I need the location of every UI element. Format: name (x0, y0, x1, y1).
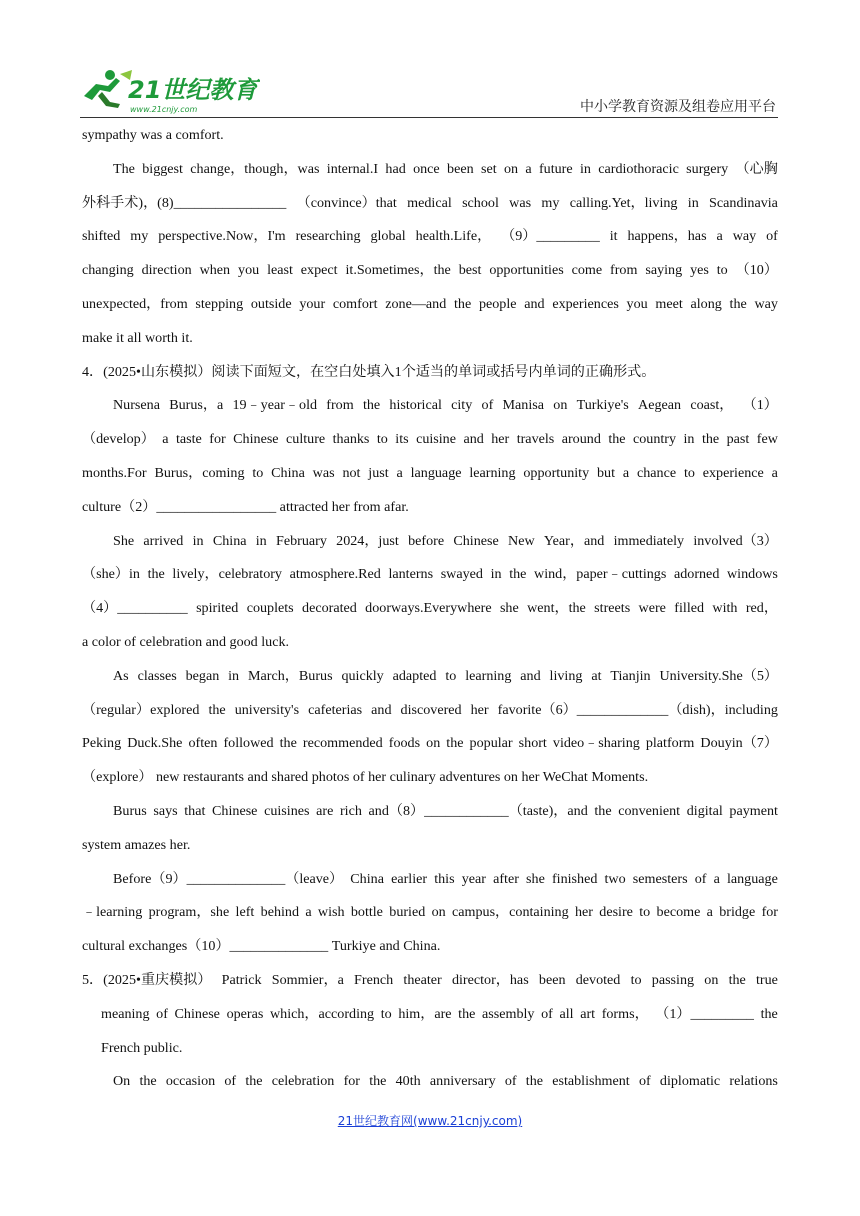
logo-url: www.21cnjy.com (130, 105, 198, 114)
platform-title: 中小学教育资源及组卷应用平台 (580, 99, 776, 115)
text-line: a color of celebration and good luck. (82, 633, 290, 650)
document-body (82, 119, 778, 1099)
page-footer (0, 1112, 860, 1129)
text-line: 4．(2025•山东模拟）阅读下面短文，在空白处填入1个适当的单词或括号内单词的正确形式。 (82, 363, 656, 380)
text-line: （develop） a taste for Chinese culture thanks to its cuisine and her travels around the country in the past few (82, 431, 778, 448)
text-line: Before（9）______________（leave） China earlier this year after she finished two semesters of a language (113, 870, 778, 887)
footer-link[interactable]: 21世纪教育网(www.21cnjy.com) (337, 1114, 523, 1128)
text-line: Peking Duck.She often followed the recommended foods on the popular short video﹣sharing platform Douyin（7） (82, 735, 778, 752)
text-line: changing direction when you least expect it.Sometimes，the best opportunities come from saying yes to （10） (82, 262, 778, 279)
runner-logo-icon (80, 66, 260, 116)
text-line: sympathy was a comfort. (82, 127, 224, 143)
site-logo[interactable] (80, 66, 260, 116)
text-line: The biggest change，though，was internal.I had once been set on a future in cardiothoracic surgery （心胸 (113, 160, 778, 177)
text-line: ﹣learning program，she left behind a wish bottle buried on campus，containing her desire to become a bridge for (82, 904, 778, 921)
text-line: culture（2）_________________ attracted her from afar. (82, 498, 409, 515)
text-line: 外科手术)，(8)________________ （convince）that medical school was my calling.Yet，living in Scandinavia (82, 194, 778, 211)
text-line: meaning of Chinese operas which，according to him，are the assembly of all art forms， （1）_________ the (101, 1005, 778, 1022)
text-line: On the occasion of the celebration for the 40th anniversary of the establishment of diplomatic relations (113, 1073, 778, 1090)
text-line: （4）__________ spirited couplets decorated doorways.Everywhere she went，the streets were filled with red， (82, 600, 778, 617)
text-line: months.For Burus，coming to China was not just a language learning opportunity but a chance to experience a (82, 464, 778, 481)
text-line: （regular）explored the university's cafeterias and discovered her favorite（6）_____________（dish)，including (82, 701, 778, 718)
text-line: She arrived in China in February 2024，just before Chinese New Year，and immediately involved（3） (113, 532, 778, 549)
text-line: system amazes her. (82, 836, 191, 853)
text-line: As classes began in March，Burus quickly adapted to learning and living at Tianjin University.She（5） (113, 667, 778, 684)
text-line: unexpected，from stepping outside your comfort zone—and the people and experiences you meet along the way (82, 295, 778, 312)
text-line: Burus says that Chinese cuisines are rich and（8）____________（taste)，and the convenient digital payment (113, 802, 778, 819)
text-line: cultural exchanges（10）______________ Turkiye and China. (82, 938, 441, 955)
text-line: Nursena Burus，a 19﹣year﹣old from the historical city of Manisa on Turkiye's Aegean coast， （1） (113, 397, 778, 414)
text-line: （she）in the lively，celebratory atmosphere.Red lanterns swayed in the wind，paper﹣cuttings adorned windows (82, 566, 778, 583)
text-line: French public. (101, 1039, 183, 1056)
header-rule (80, 117, 778, 118)
text-line: 5．(2025•重庆模拟） Patrick Sommier，a French theater director，has been devoted to passing on the true (82, 971, 778, 988)
page-header (0, 0, 860, 120)
text-line: make it all worth it. (82, 329, 193, 346)
logo-text: 21世纪教育 (128, 76, 258, 104)
text-line: （explore） new restaurants and shared photos of her culinary adventures on her WeChat Moments. (82, 769, 649, 786)
text-line: shifted my perspective.Now，I'm researching global health.Life， （9）_________ it happens，has a way of (82, 228, 778, 245)
